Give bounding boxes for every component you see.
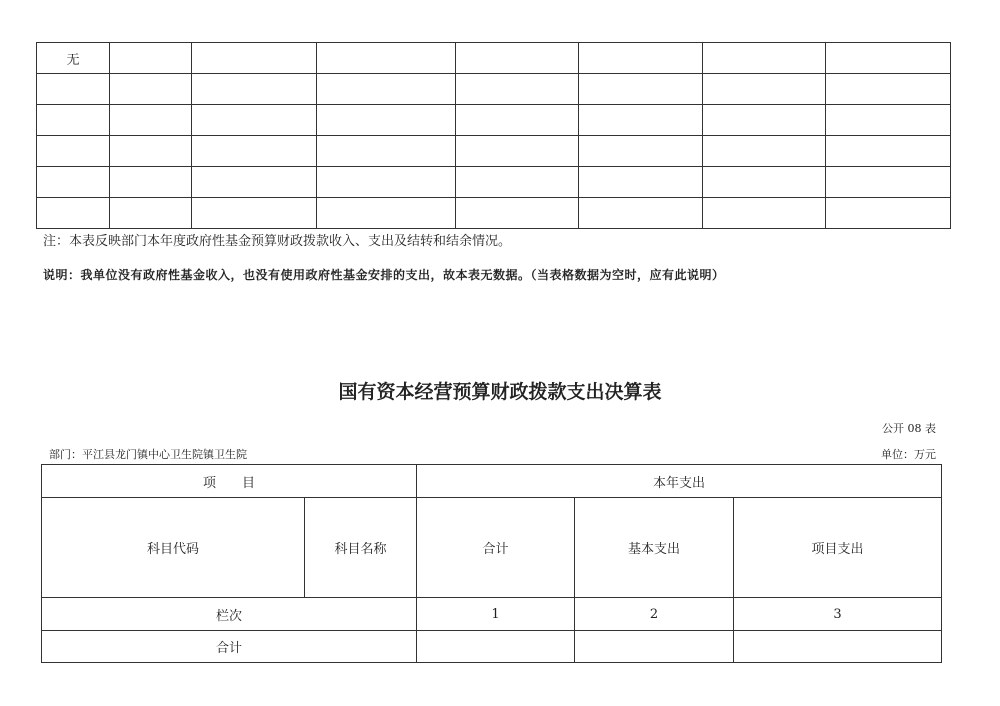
table-cell xyxy=(579,198,703,229)
header-subject-name: 科目名称 xyxy=(305,498,417,598)
unit-label: 单位：万元 xyxy=(881,448,936,461)
table-cell xyxy=(456,105,579,136)
table-cell xyxy=(579,105,703,136)
table-cell xyxy=(703,43,826,74)
table-cell xyxy=(192,167,317,198)
header-basic: 基本支出 xyxy=(575,498,734,598)
table-cell xyxy=(192,74,317,105)
table-cell xyxy=(192,136,317,167)
table-row xyxy=(37,105,951,136)
table-cell xyxy=(826,43,951,74)
table-note: 注：本表反映部门本年度政府性基金预算财政拨款收入、支出及结转和结余情况。 xyxy=(43,234,512,249)
row-number-label: 栏次 xyxy=(42,598,417,631)
header-current-year: 本年支出 xyxy=(417,465,942,498)
table-cell xyxy=(37,136,110,167)
table-cell xyxy=(456,43,579,74)
table-cell xyxy=(110,198,192,229)
table-cell xyxy=(703,136,826,167)
table-cell xyxy=(456,198,579,229)
table-cell xyxy=(456,136,579,167)
table-cell xyxy=(192,43,317,74)
table-cell xyxy=(317,136,456,167)
form-code: 公开 08 表 xyxy=(882,422,936,435)
table-cell xyxy=(37,198,110,229)
table-cell xyxy=(110,136,192,167)
table-row xyxy=(37,167,951,198)
table-cell xyxy=(110,43,192,74)
table-row xyxy=(37,198,951,229)
table-cell xyxy=(826,136,951,167)
total-project-cell xyxy=(734,631,942,663)
table-cell xyxy=(579,167,703,198)
header-subject-code: 科目代码 xyxy=(42,498,305,598)
table-cell xyxy=(37,105,110,136)
table-cell xyxy=(703,167,826,198)
total-row-label: 合计 xyxy=(42,631,417,663)
table-cell xyxy=(826,105,951,136)
explanation-text: 说明：我单位没有政府性基金收入，也没有使用政府性基金安排的支出，故本表无数据。（当表格数据为空时，应有此说明） xyxy=(43,268,725,282)
table-cell xyxy=(110,167,192,198)
table-cell xyxy=(456,167,579,198)
table-cell xyxy=(456,74,579,105)
fund-table xyxy=(36,42,951,229)
table-cell xyxy=(317,198,456,229)
table-cell xyxy=(192,105,317,136)
total-basic-cell xyxy=(575,631,734,663)
table-row xyxy=(37,74,951,105)
table-cell xyxy=(192,198,317,229)
table-row xyxy=(37,43,951,74)
state-capital-expenditure-table xyxy=(41,464,942,663)
table-cell xyxy=(579,74,703,105)
table-cell xyxy=(579,136,703,167)
table-cell xyxy=(317,105,456,136)
table-cell xyxy=(317,43,456,74)
table-cell xyxy=(110,105,192,136)
col-number-2: 2 xyxy=(575,598,734,631)
table-cell xyxy=(37,167,110,198)
page-title: 国有资本经营预算财政拨款支出决算表 xyxy=(338,381,662,403)
table-cell xyxy=(826,74,951,105)
header-total: 合计 xyxy=(417,498,575,598)
header-project: 项 目 xyxy=(42,465,417,498)
table-cell xyxy=(317,74,456,105)
col-number-3: 3 xyxy=(734,598,942,631)
header-project-expense: 项目支出 xyxy=(734,498,942,598)
table-cell xyxy=(703,105,826,136)
table-cell xyxy=(579,43,703,74)
table-cell xyxy=(317,167,456,198)
table-cell xyxy=(703,74,826,105)
total-cell xyxy=(417,631,575,663)
table-cell xyxy=(110,74,192,105)
table-row xyxy=(37,136,951,167)
table-cell xyxy=(37,74,110,105)
table-cell xyxy=(826,167,951,198)
table-cell: 无 xyxy=(37,43,110,74)
department-label: 部门：平江县龙门镇中心卫生院镇卫生院 xyxy=(49,448,247,461)
table-cell xyxy=(703,198,826,229)
col-number-1: 1 xyxy=(417,598,575,631)
table-cell xyxy=(826,198,951,229)
